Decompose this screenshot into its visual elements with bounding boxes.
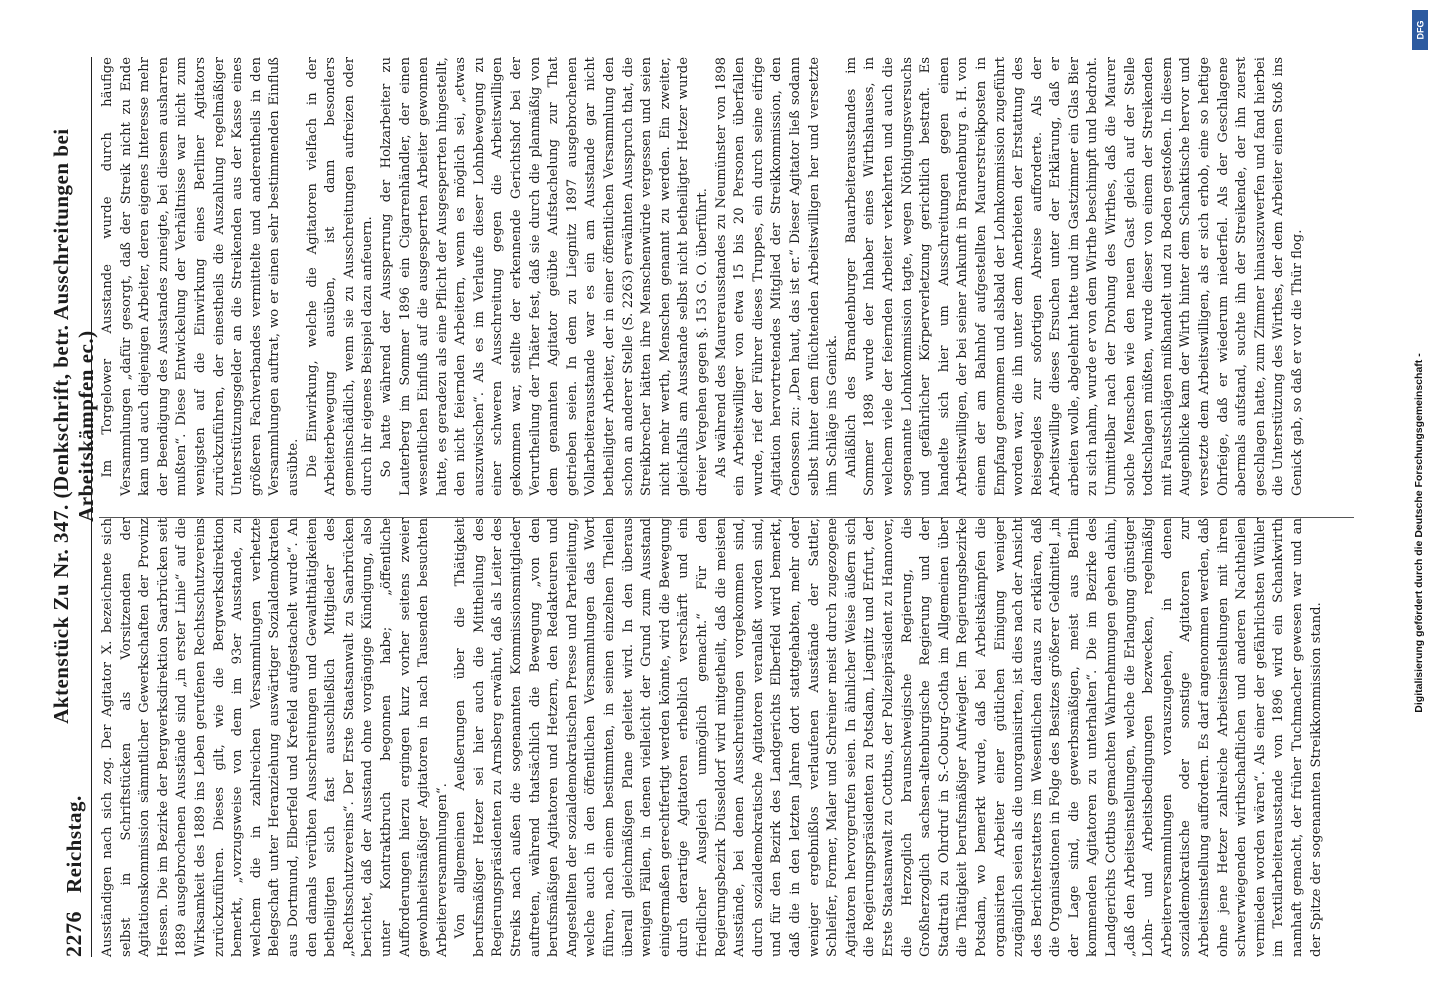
paragraph: Als während des Maurerausstandes zu Neumünster von 1898 ein Arbeitswilliger von etwa 15 bis 20 Personen überfallen wurde, rief der Führer dieses Truppes, ein durch seine eifrige Agitation hervortretendes Mitglied der Streikkommission, den Genossen zu: „Den haut, das ist er.“ Dieser Agitator ließ sodann selbst hinter dem flüchtenden Arbeitswilligen her und versetzte ihm Schläge ins Genick. — [713, 57, 841, 496]
scanned-page — [49, 57, 1367, 957]
page-number: 2276 — [61, 911, 86, 957]
paragraph: So hatte während der Aussperrung der Holzarbeiter zu Lauterberg im Sommer 1896 ein Cigarrenhändler, der einen wesentlichen Einfluß auf die ausgesperrten Arbeiter gewonnen hatte, es geradezu als eine Pflicht der Ausgesperrten hingestellt, den nicht feiernden Arbeitern, wenn es möglich sei, „etwas auszuwischen“. Als es im Verlaufe dieser Lohnbewegung zu einer schweren Ausschreitung gegen die Arbeitswilligen gekommen war, stellte der erkennende Gerichtshof bei der Verurtheilung der Thäter fest, daß sie durch die planmäßig von dem genannten Agitator geübte Aufstachelung zur That getrieben seien. In dem zu Liegnitz 1897 ausgebrochenen Vollarbeiterausstande war es ein am Ausstande gar nicht betheiligter Arbeiter, der in einer öffentlichen Versammlung den schon an anderer Stelle (S. 2263) erwähnten Ausspruch that, die Streikbrecher hätten ihre Menschenwürde vergessen und seien nicht mehr werth, Menschen genannt zu werden. Ein zweiter, gleichfalls am Ausstande selbst nicht betheiligter Hetzer wurde dreier Vergehen gegen §. 153 G. O. überführt. — [378, 57, 710, 496]
paragraph: Von allgemeinen Aeußerungen über die Thätigkeit berufsmäßiger Hetzer sei hier auch die Mittheilung des Regierungspräsidenten zu Arnsberg erwähnt, daß als Leiter des Streiks nach außen die sogenannten Kommissionsmitglieder auftreten, während thatsächlich die Bewegung „von den berufsmäßigen Agitatoren und Hetzern, den Redakteuren und Angestellten der sozialdemokratischen Presse und Parteileitung, welche auch in den öffentlichen Versammlungen das Wort führen, nach einem bestimmten, in seinen einzelnen Theilen überall gleichmäßigen Plane geleitet wird. In den überaus wenigen Fällen, in denen vielleicht der Grund zum Ausstand einigermaßen gerechtfertigt werden könnte, wird die Bewegung durch derartige Agitatoren erheblich verschärft und ein friedlicher Ausgleich unmöglich gemacht.“ Für den Regierungsbezirk Düsseldorf wird mitgetheilt, daß die meisten Ausstände, bei denen Ausschreitungen vorgekommen sind, durch sozialdemokratische Agitatoren veranlaßt worden sind, und für den Bezirk des Landgerichts Elberfeld wird bemerkt, daß die in den letzten Jahren dort stattgehabten, mehr oder weniger ergebnißlos verlaufenen Ausstände der Sattler, Schleifer, Former, Maler und Schreiner meist durch zugezogene Agitatoren hervorgerufen seien. In ähnlicher Weise äußern sich die Regierungspräsidenten zu Potsdam, Liegnitz und Erfurt, der Erste Staatsanwalt zu Cottbus, der Polizeipräsident zu Hannover, die Herzoglich braunschweigische Regierung, die Großherzoglich sachsen-altenburgische Regierung und der Stadtrath zu Ohrdruf in S.-Coburg-Gotha im Allgemeinen über die Thätigkeit berufsmäßiger Aufwiegler. Im Regierungsbezirke Potsdam, wo bemerkt wurde, daß bei Arbeitskämpfen die organisirten Arbeiter einer gütlichen Einigung weniger zugänglich seien als die unorganisirten, ist dies nach der Ansicht des Berichterstatters im Wesentlichen daraus zu erklären, daß die Organisationen in Folge des Besitzes größerer Geldmittel „in der Lage sind, die gewerbsmäßigen, meist aus Berlin kommenden Agitatoren zu unterhalten“. Die im Bezirke des Landgerichts Cottbus gemachten Wahrnehmungen gehen dahin, „daß den Arbeitseinstellungen, welche die Erlangung günstiger Lohn- und Arbeitsbedingungen bezwecken, regelmäßig Arbeiterversammlungen vorauszugehen, in denen sozialdemokratische oder sonstige Agitatoren zur Arbeitseinstellung auffordern. Es darf angenommen werden, daß ohne jene Hetzer zahlreiche Arbeitseinstellungen mit ihren schwerwiegenden wirthschaftlichen und anderen Nachtheilen vermieden worden wären“. Als einer der gefährlichsten Wühler im Textilarbeiterausstande von 1896 wird ein Schankwirth namhaft gemacht, der früher Tuchmacher gewesen war und an der Spitze der sogenannten Streikkommission stand. — [453, 518, 1324, 957]
rotated-page-content — [49, 57, 1367, 957]
column-left — [99, 518, 1359, 957]
digitization-credit: Digitalisierung gefördert durch die Deutsche Forschungsgemeinschaft - — [1413, 353, 1425, 713]
paragraph: Im Torgelower Ausstande wurde durch häufige Versammlungen „dafür gesorgt, daß der Streik nicht zu Ende kam und auch diejenigen Arbeiter, deren eigenes Interesse mehr der Beendigung des Ausstandes zuneigte, bei diesem ausharren mußten“. Diese Entwickelung der Verhältnisse war nicht zum wenigsten auf die Einwirkung eines Berliner Agitators zurückzuführen, der einestheils die Auszahlung regelmäßiger Unterstützungsgelder an die Streikenden aus der Kasse eines größeren Fachverbandes vermittelte und anderentheils in den Versammlungen auftrat, wo er einen sehr bestimmenden Einfluß ausübte. — [100, 57, 301, 496]
dfg-logo: DFG — [1412, 10, 1428, 50]
paragraph: Anläßlich des Brandenburger Bauarbeiterausstandes im Sommer 1898 wurde der Inhaber eines Wirthshauses, in welchem viele der feiernden Arbeiter verkehrten und auch die sogenannte Lohnkommission tagte, wegen Nöthigungsversuchs und gefährlicher Körperverletzung gerichtlich bestraft. Es handelte sich hier um Ausschreitungen gegen einen Arbeitswilligen, der bei seiner Ankunft in Brandenburg a. H. von einem der am Bahnhof aufgestellten Maurerstreikposten in Empfang genommen und alsbald der Lohnkommission zugeführt worden war, die ihn unter dem Anerbieten der Erstattung des Reisegeldes zur sofortigen Abreise aufforderte. Als der Arbeitswillige dieses Ersuchen unter der Erklärung, daß er arbeiten wolle, abgelehnt hatte und im Gastzimmer ein Glas Bier zu sich nahm, wurde er von dem Wirthe beschimpft und bedroht. Unmittelbar nach der Drohung des Wirthes, daß die Maurer solche Menschen wie den neuen Gast gleich auf der Stelle todtschlagen müßten, wurde dieser von einem der Streikenden mit Faustschlägen mißhandelt und zu Boden gestoßen. In diesem Augenblicke kam der Wirth hinter dem Schanktische hervor und versetzte dem Arbeitswilligen, als er sich erhob, eine so heftige Ohrfeige, daß er wiederum niederfiel. Als der Geschlagene abermals aufstand, suchte ihn der Streikende, der ihn zuerst geschlagen hatte, zum Zimmer hinauszuwerfen und fand hierbei die Unterstützung des Wirthes, der dem Arbeiter einen Stoß ins Genick gab, so daß er vor die Thür flog. — [843, 57, 1305, 496]
header-section: Reichstag. — [61, 795, 86, 893]
paragraph: Ausständigen nach sich zog. Der Agitator X. bezeichnete sich selbst in Schriftstücken als Vorsitzenden der Agitationskommission sämmtlicher Gewerkschaften der Provinz Hessen. Die im Bezirke der Bergwerksdirektion Saarbrücken seit 1889 ausgebrochenen Ausstände sind „in erster Linie“ auf die Wirksamkeit des 1889 ins Leben gerufenen Rechtsschutzvereins zurückzuführen. Dieses gilt, wie die Bergwerksdirektion bemerkt, „vorzugsweise von dem im 93er Ausstande, zu welchem die in zahlreichen Versammlungen verhetzte Belegschaft unter Heranziehung auswärtiger Sozialdemokraten aus Dortmund, Elberfeld und Krefeld aufgestachelt wurde“. An den damals verübten Ausschreitungen und Gewaltthätigkeiten betheiligten sich fast ausschließlich Mitglieder des „Rechtsschutzvereins“. Der Erste Staatsanwalt zu Saarbrücken berichtet, daß der Ausstand ohne vorgängige Kündigung, also unter Kontraktbruch begonnen habe; „öffentliche Aufforderungen hierzu ergingen kurz vorher seitens zweier gewohnheitsmäßiger Agitatoren in nach Tausenden besuchten Arbeiterversammlungen“. — [100, 518, 450, 957]
header-title: Aktenstück Zu Nr. 347. (Denkschrift, betr. Ausschreitungen bei Arbeitskämpfen ec.) — [49, 128, 98, 724]
page-header — [49, 57, 98, 957]
column-right — [99, 57, 1359, 496]
text-columns — [99, 57, 1359, 957]
digitization-sidebar — [1410, 6, 1432, 991]
paragraph: Die Einwirkung, welche die Agitatoren vielfach in der Arbeiterbewegung ausüben, ist dann besonders gemeinschädlich, wenn sie zu Ausschreitungen aufreizen oder durch ihr eigenes Beispiel dazu anfeuern. — [304, 57, 376, 496]
